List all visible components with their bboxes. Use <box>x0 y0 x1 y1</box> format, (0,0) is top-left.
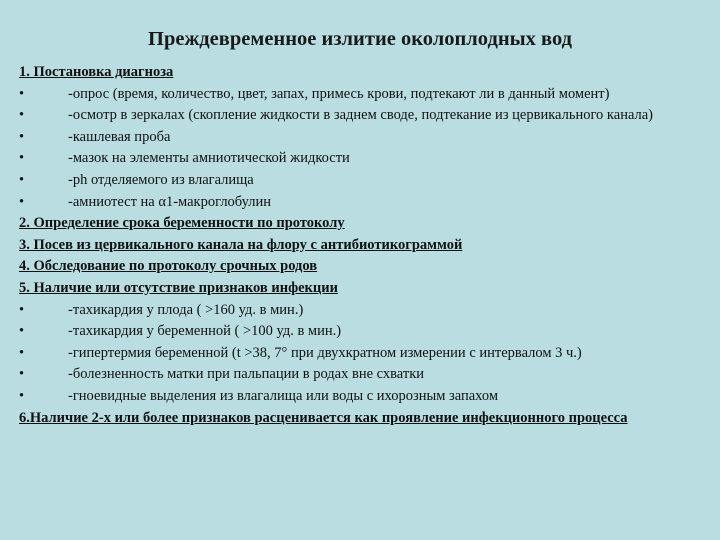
list-item-text: -опрос (время, количество, цвет, запах, примесь крови, подтекают ли в данный момент) <box>68 85 610 102</box>
list-item-text: -амниотест на α1-макроглобулин <box>68 193 271 210</box>
bullet-icon: • <box>19 171 25 188</box>
section-1-heading: 1. Постановка диагноза <box>19 64 174 80</box>
list-item <box>19 321 711 343</box>
slide-title: Преждевременное излитие околоплодных вод <box>148 28 572 50</box>
list-item-text: -мазок на элементы амниотической жидкости <box>68 150 350 167</box>
bullet-icon: • <box>19 193 25 210</box>
list-item <box>19 192 711 214</box>
list-item-text: -кашлевая проба <box>68 128 171 145</box>
bullet-icon: • <box>19 387 25 404</box>
bullet-icon: • <box>19 85 25 102</box>
list-item <box>19 148 711 170</box>
list-item <box>19 343 711 365</box>
bullet-icon: • <box>19 323 25 340</box>
list-item-text: -болезненность матки при пальпации в родах вне схватки <box>68 366 425 383</box>
section-5-heading: 5. Наличие или отсутствие признаков инфекции <box>19 279 338 296</box>
list-item <box>19 300 711 322</box>
bullet-icon: • <box>19 366 25 383</box>
list-item-text: -тахикардия у беременной ( >100 уд. в мин.) <box>68 323 342 340</box>
section-6-heading: 6.Наличие 2-х или более признаков расценивается как проявление инфекционного процесса <box>19 409 628 426</box>
section-4-heading: 4. Обследование по протоколу срочных родов <box>19 258 318 275</box>
section-3-heading: 3. Посев из цервикального канала на флору с антибиотикограммой <box>19 236 463 253</box>
list-item-text: -гипертермия беременной (t >38, 7° при двухкратном измерении с интервалом 3 ч.) <box>68 344 582 361</box>
bullet-icon: • <box>19 150 25 167</box>
list-item <box>19 84 711 106</box>
bullet-icon: • <box>19 107 25 124</box>
list-item <box>19 386 711 408</box>
list-item <box>19 105 711 127</box>
list-item-text: -тахикардия у плода ( >160 уд. в мин.) <box>68 301 304 318</box>
bullet-icon: • <box>19 128 25 145</box>
list-item <box>19 364 711 386</box>
list-item-text: -ph отделяемого из влагалища <box>68 171 254 188</box>
list-item <box>19 170 711 192</box>
bullet-icon: • <box>19 344 25 361</box>
section-2-heading: 2. Определение срока беременности по протоколу <box>19 215 345 232</box>
slide-content <box>19 62 711 429</box>
list-item-text: -осмотр в зеркалах (скопление жидкости в заднем своде, подтекание из цервикального канала) <box>68 107 654 124</box>
bullet-icon: • <box>19 301 25 318</box>
list-item <box>19 127 711 149</box>
list-item-text: -гноевидные выделения из влагалища или воды с ихорозным запахом <box>68 387 499 404</box>
